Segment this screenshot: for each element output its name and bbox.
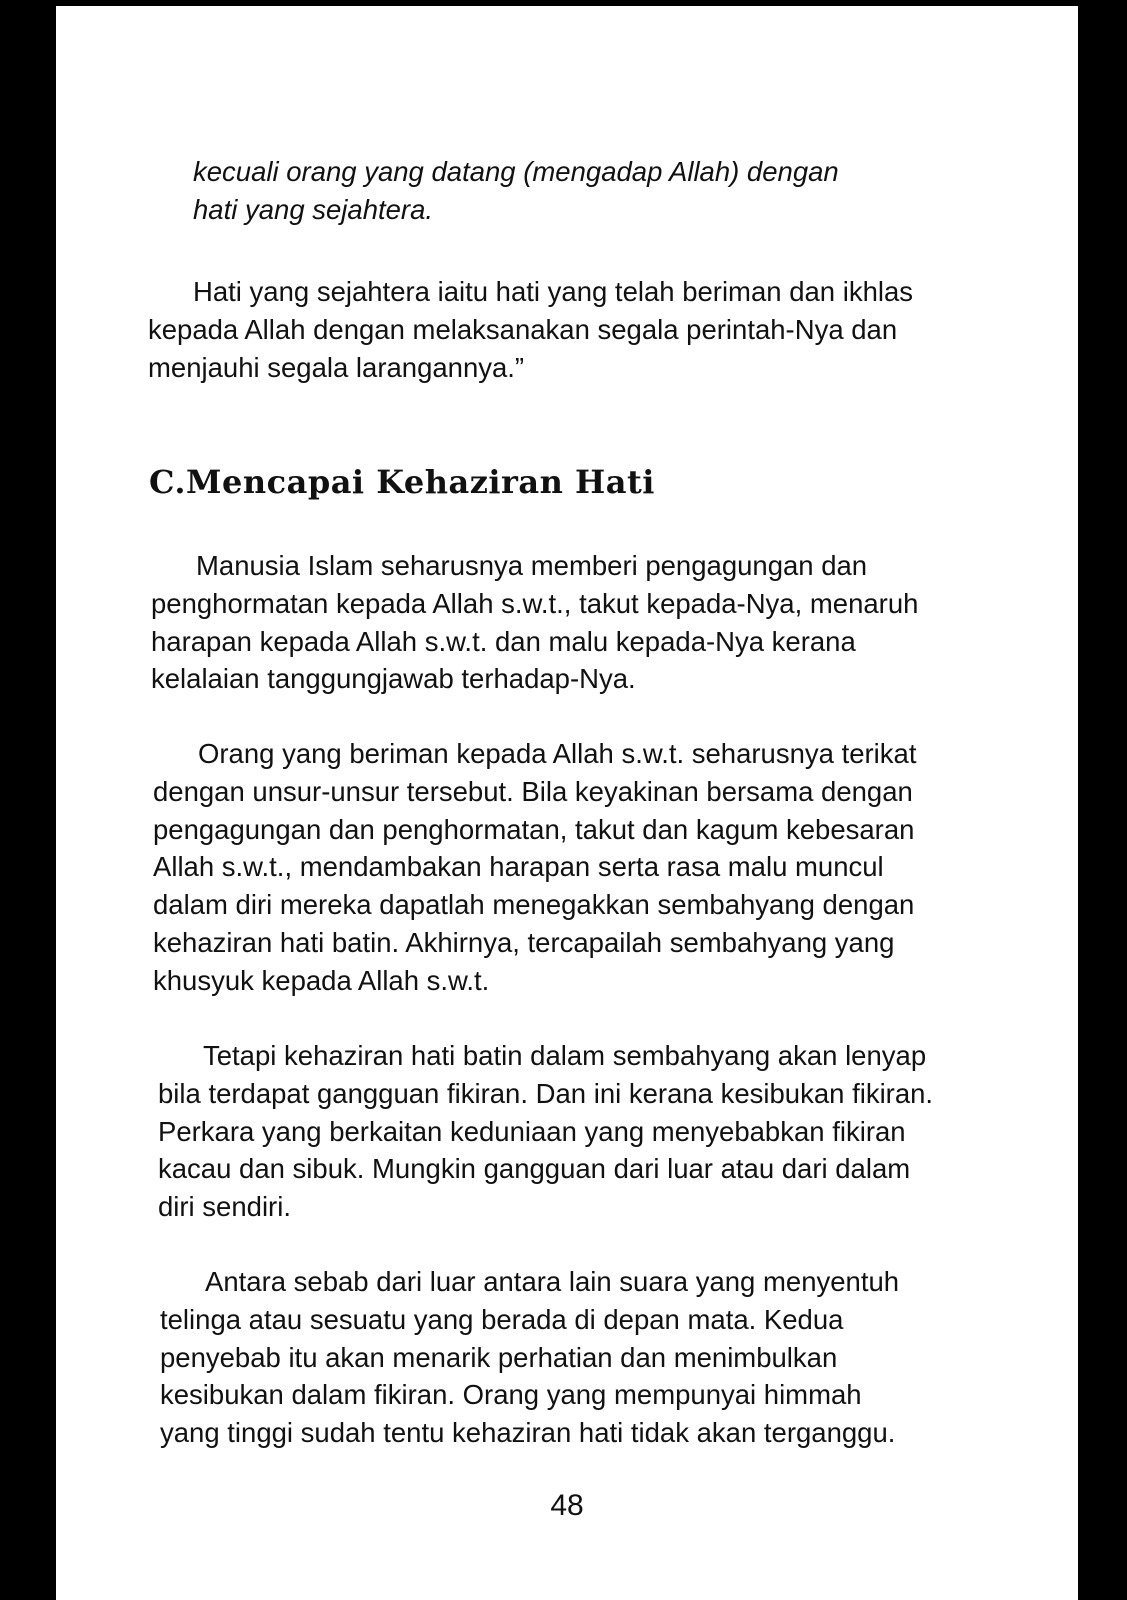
text-line: kehaziran hati batin. Akhirnya, tercapailah sembahyang yang (153, 926, 895, 958)
paragraph-5 (160, 1263, 1018, 1452)
paragraph-1 (148, 273, 1006, 386)
paragraph-3 (153, 735, 1011, 1000)
text-line: kecuali orang yang datang (mengadap Allah) dengan (193, 156, 839, 187)
text-line: menjauhi segala larangannya.” (148, 351, 525, 383)
verse-ending (193, 153, 973, 229)
paragraph-2 (151, 547, 1009, 698)
page-number: 48 (550, 1489, 584, 1522)
text-line: Hati yang sejahtera iaitu hati yang telah beriman dan ikhlas (193, 276, 914, 307)
section-heading: C.Mencapai Kehaziran Hati (149, 463, 655, 501)
text-line: khusyuk kepada Allah s.w.t. (153, 964, 490, 996)
text-line: Tetapi kehaziran hati batin dalam sembahyang akan lenyap (203, 1040, 927, 1071)
text-line: diri sendiri. (158, 1191, 291, 1223)
text-line: telinga atau sesuatu yang berada di depan mata. Kedua (160, 1303, 844, 1335)
text-line: pengagungan dan penghormatan, takut dan kagum kebesaran (153, 813, 915, 845)
book-page (56, 6, 1078, 1600)
text-line: Perkara yang berkaitan keduniaan yang menyebabkan fikiran (158, 1115, 906, 1147)
text-line: dengan unsur-unsur tersebut. Bila keyakinan bersama dengan (153, 775, 913, 807)
paragraph-4 (158, 1037, 1016, 1226)
text-line: Antara sebab dari luar antara lain suara yang menyentuh (205, 1266, 900, 1297)
text-line: bila terdapat gangguan fikiran. Dan ini kerana kesibukan fikiran. (158, 1077, 934, 1109)
scan-border (1078, 0, 1127, 1600)
text-line: kacau dan sibuk. Mungkin gangguan dari luar atau dari dalam (158, 1153, 911, 1185)
text-line: kepada Allah dengan melaksanakan segala perintah-Nya dan (148, 313, 898, 345)
text-line: kelalaian tanggungjawab terhadap-Nya. (151, 663, 636, 695)
text-line: penyebab itu akan menarik perhatian dan menimbulkan (160, 1341, 838, 1373)
text-line: Allah s.w.t., mendambakan harapan serta rasa malu muncul (153, 851, 884, 883)
text-line: yang tinggi sudah tentu kehaziran hati tidak akan terganggu. (160, 1417, 896, 1449)
text-line: Manusia Islam seharusnya memberi pengagungan dan (196, 550, 868, 581)
text-line: penghormatan kepada Allah s.w.t., takut kepada-Nya, menaruh (151, 587, 919, 619)
text-line: kesibukan dalam fikiran. Orang yang mempunyai himmah (160, 1379, 862, 1411)
text-line: Orang yang beriman kepada Allah s.w.t. seharusnya terikat (198, 738, 917, 769)
text-line: harapan kepada Allah s.w.t. dan malu kepada-Nya kerana (151, 625, 856, 657)
text-line: hati yang sejahtera. (193, 193, 434, 225)
text-line: dalam diri mereka dapatlah menegakkan sembahyang dengan (153, 889, 915, 921)
